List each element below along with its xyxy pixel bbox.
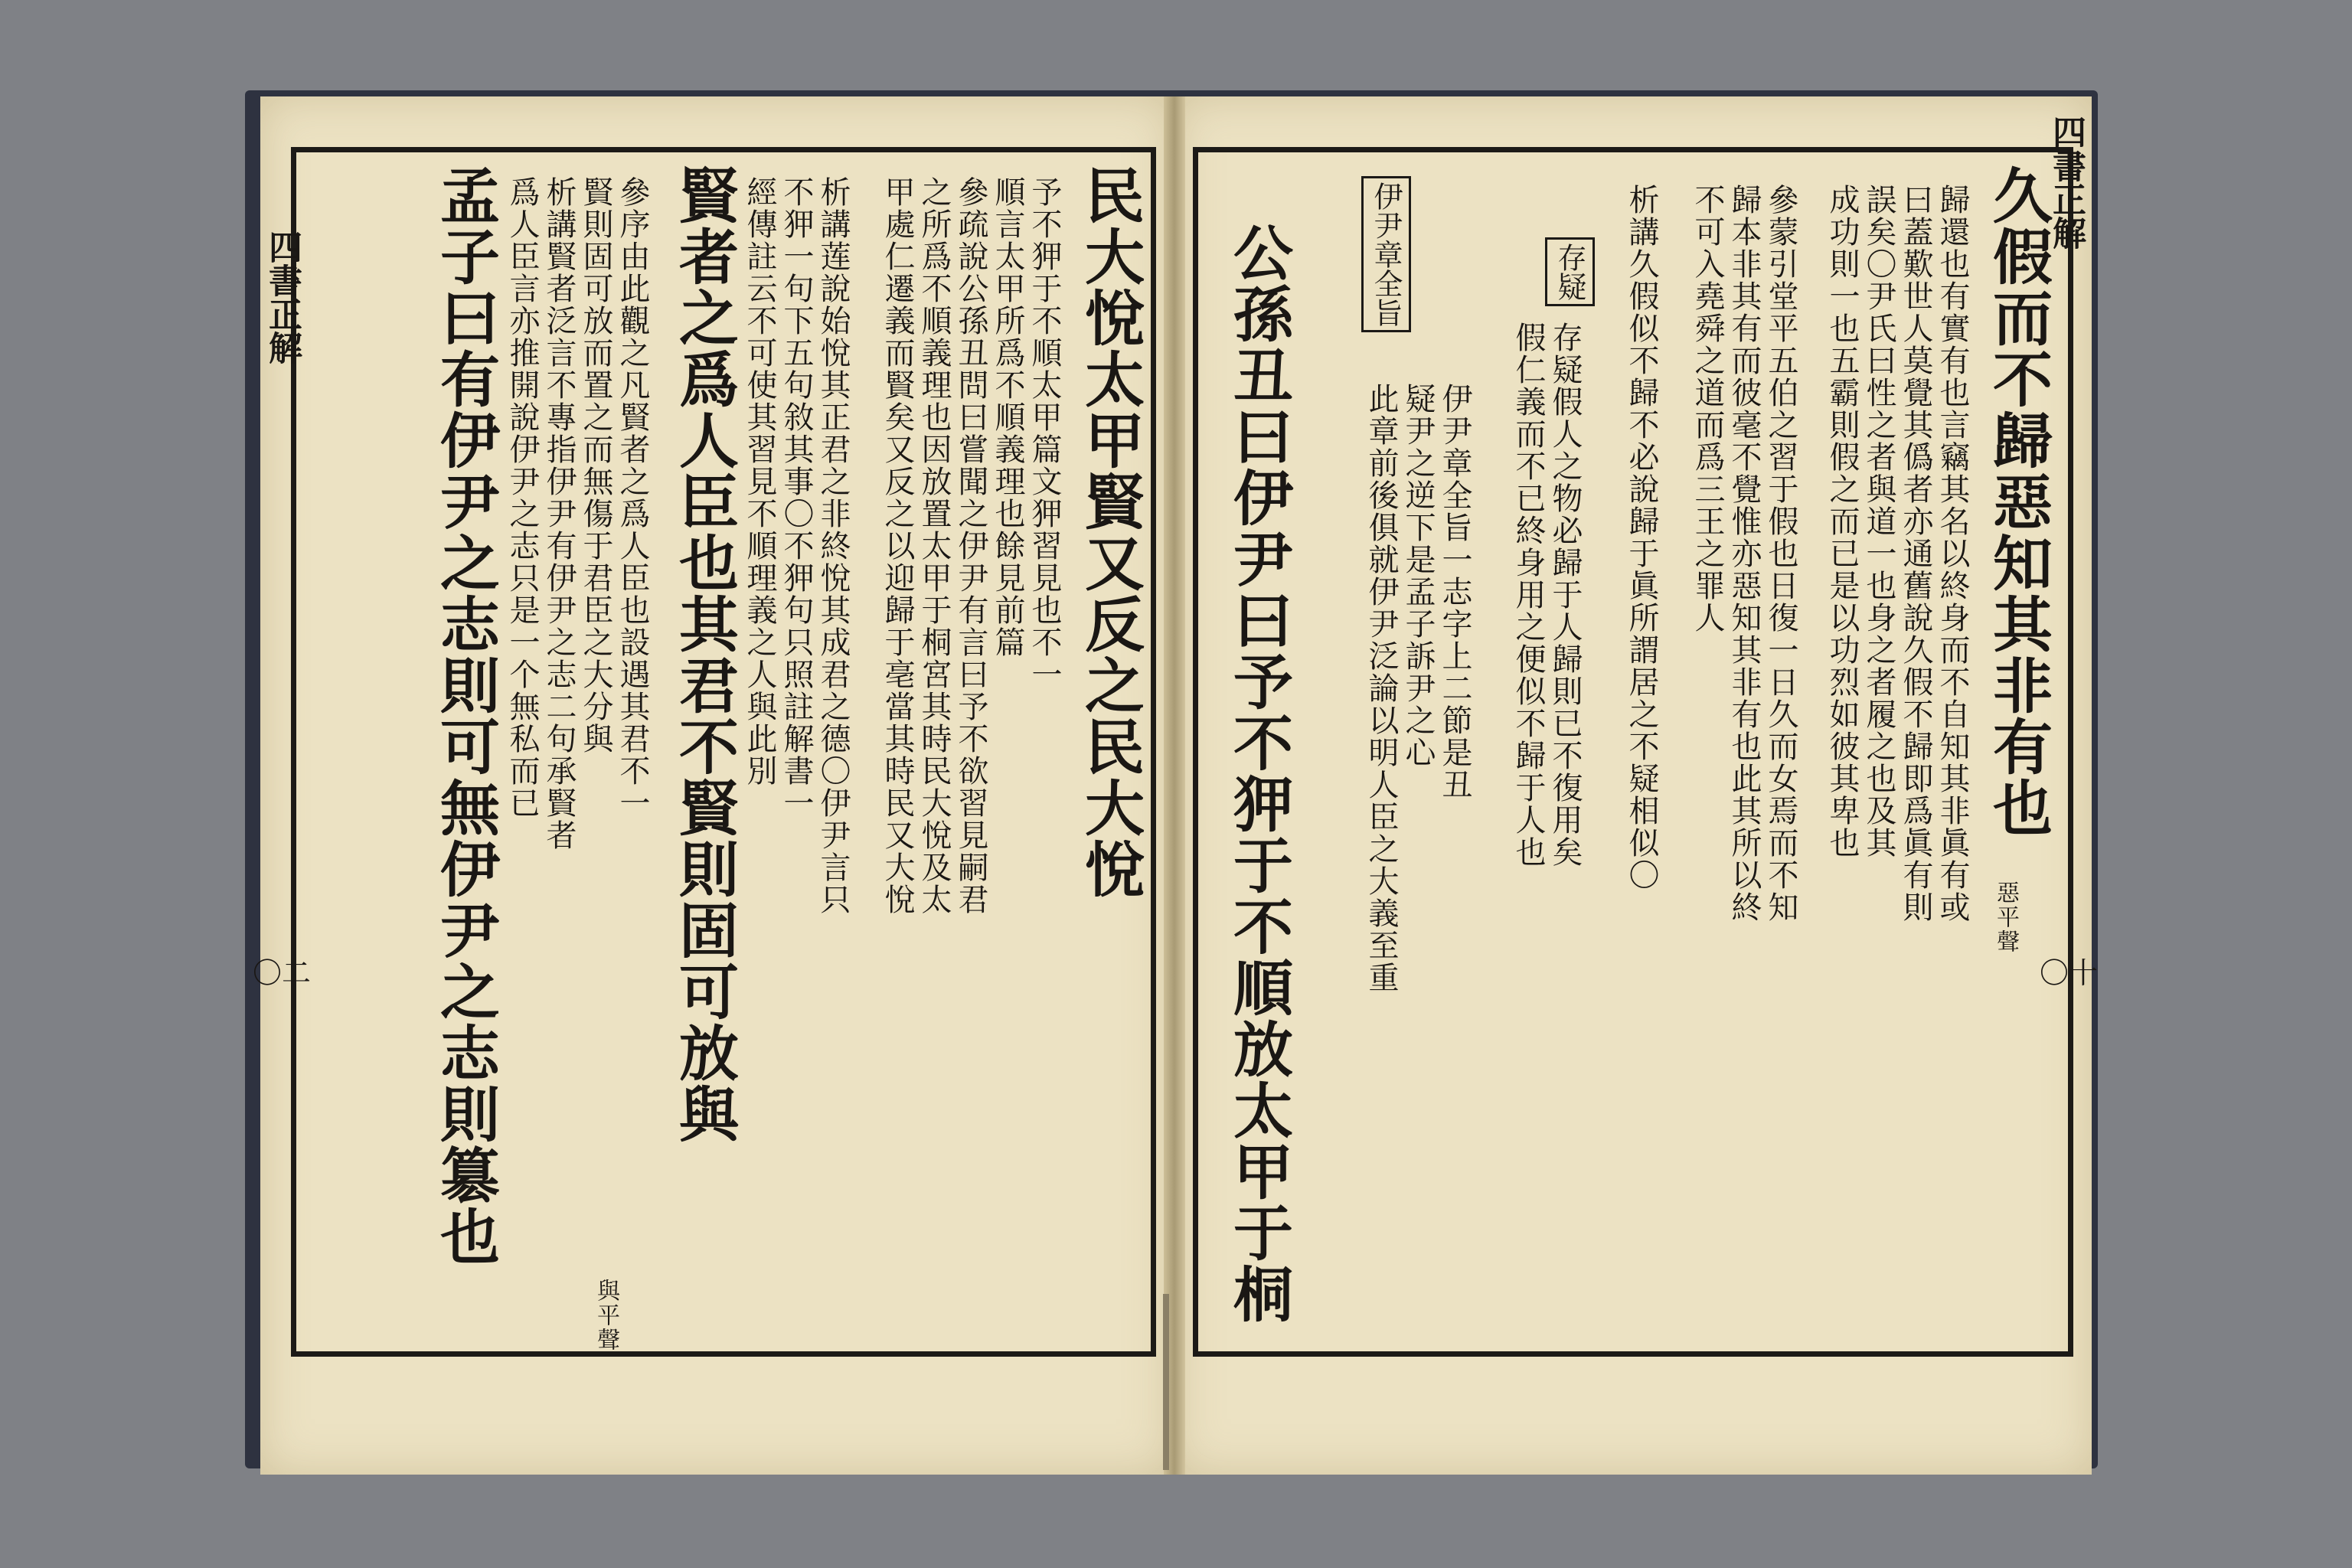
left-col-11: 參序由此觀之凡賢者之爲人臣也設遇其君不一 bbox=[615, 176, 650, 819]
left-col-15: 孟子曰有伊尹之志則可無伊尹之志則簒也 bbox=[430, 165, 500, 1267]
left-col-5: 之所爲不順義理也因放置太甲于桐宮其時民大悅及太 bbox=[916, 176, 952, 916]
right-annotation-esheng: 惡平聲 bbox=[1992, 880, 2019, 954]
left-col-9: 經傳註云不可使其習見不順理義之人與此別 bbox=[742, 176, 777, 787]
left-margin-title: 四書正解 bbox=[263, 230, 302, 364]
page-tear bbox=[1163, 1294, 1169, 1470]
right-margin-title: 四書正解 bbox=[2047, 115, 2086, 250]
left-col-10: 賢者之爲人臣也其君不賢則固可放與 bbox=[669, 165, 739, 1145]
left-col-6: 甲處仁遷義而賢矣又反之以迎歸于亳當其時民又大悅 bbox=[880, 176, 915, 916]
right-col-4: 誤矣〇尹氏曰性之者與道一也身之者履之也及其 bbox=[1861, 184, 1896, 859]
right-col-2: 歸還也有實有也言竊其名以終身而不自知其非眞有或 bbox=[1935, 184, 1970, 923]
right-col-7: 歸本非其有而彼毫不覺惟亦惡知其非有也此其所以終 bbox=[1726, 184, 1762, 923]
right-col-8: 不可入堯舜之道而爲三王之罪人 bbox=[1690, 184, 1725, 634]
left-col-13: 析講賢者泛言不專指伊尹有伊尹之志二句承賢者 bbox=[541, 176, 577, 851]
left-col-3: 順言太甲所爲不順義理也餘見前篇 bbox=[990, 176, 1025, 658]
cunyi-label: 存疑 bbox=[1545, 237, 1595, 306]
left-annotation-pingsheng: 與平聲 bbox=[593, 1279, 619, 1352]
right-col-6: 參蒙引堂平五伯之習于假也日復一日久而女焉而不知 bbox=[1763, 184, 1798, 923]
book-gutter bbox=[1164, 96, 1185, 1475]
right-col-9: 析講久假似不歸不必說歸于眞所謂居之不疑相似〇 bbox=[1624, 184, 1659, 891]
left-col-4: 參疏說公孫丑問曰嘗聞之伊尹有言曰予不欲習見嗣君 bbox=[953, 176, 988, 916]
right-margin-number: 〇十 bbox=[2040, 956, 2099, 990]
right-col-12: 伊尹章全旨一志字上二節是丑 bbox=[1437, 383, 1472, 801]
left-col-1: 民大悅太甲賢又反之民大悅 bbox=[1075, 165, 1145, 900]
left-col-12: 賢則固可放而置之而無傷于君臣之大分與 bbox=[578, 176, 613, 755]
right-col-13: 疑尹之逆下是孟子訴尹之心 bbox=[1400, 383, 1436, 769]
yiyin-label: 伊尹章全旨 bbox=[1361, 176, 1411, 332]
right-col-11: 假仁義而不已終身用之便似不歸于人也 bbox=[1511, 322, 1546, 868]
left-col-8: 不狎一句下五句敘其事〇不狎句只照註解書一 bbox=[779, 176, 814, 819]
left-col-2: 予不狎于不順太甲篇文狎習見也不一 bbox=[1027, 176, 1062, 691]
left-col-14: 爲人臣言亦推開說伊尹之志只是一个無私而已 bbox=[505, 176, 540, 819]
left-margin-number: 〇二 bbox=[253, 956, 312, 990]
right-col-10: 存疑假人之物必歸于人歸則已不復用矣 bbox=[1547, 322, 1583, 868]
right-col-5: 成功則一也五霸則假之而已是以功烈如彼其卑也 bbox=[1824, 184, 1860, 859]
right-col-14: 此章前後俱就伊尹泛論以明人臣之大義至重 bbox=[1364, 383, 1399, 994]
right-col-15: 公孫丑曰伊尹曰予不狎于不順放太甲于桐 bbox=[1223, 222, 1293, 1325]
right-col-1: 久假而不歸惡知其非有也 bbox=[1983, 165, 2053, 838]
right-col-3: 曰蓋歎世人莫覺其僞者亦通舊說久假不歸即爲眞有則 bbox=[1898, 184, 1933, 923]
left-col-7: 析講莲說始悅其正君之非終悅其成君之德〇伊尹言只 bbox=[815, 176, 851, 916]
